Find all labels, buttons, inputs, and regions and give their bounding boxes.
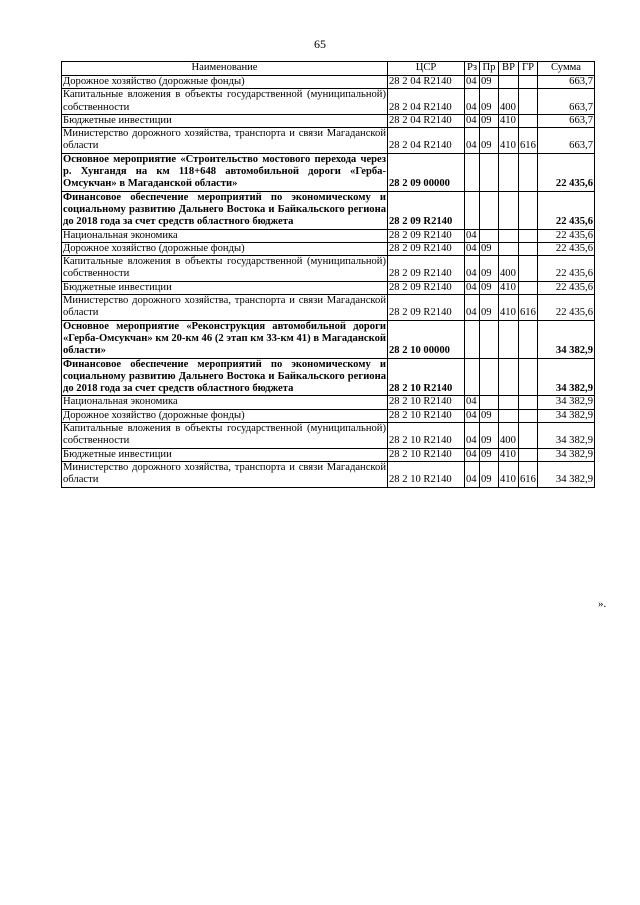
cell-gr: [519, 423, 538, 449]
cell-pr: 09: [480, 256, 499, 282]
cell-name: Дорожное хозяйство (дорожные фонды): [62, 76, 388, 89]
cell-gr: [519, 114, 538, 127]
header-sum: Сумма: [538, 62, 595, 76]
cell-vr: [499, 320, 519, 358]
cell-sum: 34 382,9: [538, 461, 595, 487]
cell-gr: [519, 396, 538, 409]
cell-code: 28 2 10 R2140: [388, 461, 465, 487]
table-row: [62, 114, 595, 127]
cell-vr: 400: [499, 256, 519, 282]
page-number: 65: [314, 37, 326, 51]
cell-name: Дорожное хозяйство (дорожные фонды): [62, 242, 388, 255]
cell-pr: [480, 191, 499, 229]
cell-code: 28 2 09 R2140: [388, 191, 465, 229]
cell-pr: 09: [480, 242, 499, 255]
cell-pr: 09: [480, 89, 499, 115]
cell-gr: [519, 153, 538, 191]
table-row: [62, 320, 595, 358]
cell-sum: 22 435,6: [538, 242, 595, 255]
cell-gr: [519, 89, 538, 115]
cell-code: 28 2 10 R2140: [388, 358, 465, 396]
cell-pr: 09: [480, 128, 499, 154]
table-row: [62, 191, 595, 229]
cell-name: Дорожное хозяйство (дорожные фонды): [62, 409, 388, 422]
table-row: [62, 229, 595, 242]
cell-code: 28 2 10 00000: [388, 320, 465, 358]
cell-sum: 34 382,9: [538, 320, 595, 358]
table-row: [62, 396, 595, 409]
cell-sum: 22 435,6: [538, 281, 595, 294]
cell-vr: 410: [499, 295, 519, 321]
cell-gr: [519, 76, 538, 89]
cell-gr: [519, 409, 538, 422]
cell-name: Основное мероприятие «Строительство мостового перехода через р. Хунгандя на км 118+648 автомобильной дороги «Герба-Омсукчан» в Магаданской области»: [63, 153, 386, 190]
header-code: ЦСР: [388, 62, 465, 76]
table-row: [62, 295, 595, 321]
budget-table: [61, 61, 595, 488]
cell-gr: [519, 242, 538, 255]
cell-rz: [465, 320, 480, 358]
header-gr: ГР: [519, 62, 538, 76]
cell-code: 28 2 09 R2140: [388, 281, 465, 294]
cell-rz: 04: [465, 242, 480, 255]
cell-rz: 04: [465, 229, 480, 242]
table-row: [62, 128, 595, 154]
cell-name: Национальная экономика: [62, 396, 388, 409]
table-row: [62, 281, 595, 294]
header-rz: Рз: [465, 62, 480, 76]
table-row: [62, 76, 595, 89]
cell-gr: 616: [519, 295, 538, 321]
cell-name: Бюджетные инвестиции: [62, 281, 388, 294]
table-row: [62, 461, 595, 487]
cell-sum: 22 435,6: [538, 229, 595, 242]
cell-vr: 410: [499, 448, 519, 461]
cell-pr: [480, 320, 499, 358]
table-row: [62, 423, 595, 449]
cell-sum: 34 382,9: [538, 358, 595, 396]
cell-name: Основное мероприятие «Реконструкция автомобильной дороги «Герба-Омсукчан» км 20-км 46 (2 этап км 33-км 41) в Магаданской области»: [63, 320, 386, 357]
cell-sum: 22 435,6: [538, 295, 595, 321]
cell-rz: 04: [465, 409, 480, 422]
header-pr: Пр: [480, 62, 499, 76]
cell-sum: 22 435,6: [538, 153, 595, 191]
cell-name: Министерство дорожного хозяйства, транспорта и связи Магаданской области: [63, 461, 386, 486]
cell-code: 28 2 10 R2140: [388, 423, 465, 449]
cell-sum: 663,7: [538, 89, 595, 115]
table-row: [62, 256, 595, 282]
cell-rz: [465, 191, 480, 229]
cell-pr: [480, 153, 499, 191]
table-body: [62, 76, 595, 488]
cell-vr: [499, 358, 519, 396]
table-row: [62, 358, 595, 396]
cell-vr: [499, 191, 519, 229]
cell-gr: [519, 281, 538, 294]
cell-rz: 04: [465, 76, 480, 89]
cell-pr: 09: [480, 461, 499, 487]
cell-code: 28 2 09 R2140: [388, 229, 465, 242]
cell-sum: 663,7: [538, 128, 595, 154]
cell-code: 28 2 09 R2140: [388, 242, 465, 255]
cell-gr: [519, 256, 538, 282]
cell-code: 28 2 10 R2140: [388, 409, 465, 422]
cell-vr: 410: [499, 114, 519, 127]
cell-code: 28 2 09 R2140: [388, 295, 465, 321]
cell-rz: 04: [465, 114, 480, 127]
cell-vr: 400: [499, 89, 519, 115]
cell-name: Капитальные вложения в объекты государственной (муниципальной) собственности: [63, 423, 386, 447]
cell-name: Капитальные вложения в объекты государственной (муниципальной) собственности: [63, 256, 386, 280]
cell-pr: 09: [480, 114, 499, 127]
cell-rz: [465, 153, 480, 191]
cell-rz: [465, 358, 480, 396]
cell-gr: 616: [519, 128, 538, 154]
cell-rz: 04: [465, 448, 480, 461]
cell-vr: [499, 409, 519, 422]
cell-sum: 34 382,9: [538, 396, 595, 409]
cell-sum: 34 382,9: [538, 448, 595, 461]
cell-code: 28 2 04 R2140: [388, 76, 465, 89]
cell-pr: [480, 396, 499, 409]
cell-rz: 04: [465, 281, 480, 294]
cell-name: Бюджетные инвестиции: [62, 448, 388, 461]
cell-pr: 09: [480, 295, 499, 321]
cell-vr: 410: [499, 461, 519, 487]
cell-rz: 04: [465, 256, 480, 282]
cell-pr: 09: [480, 409, 499, 422]
cell-name: Финансовое обеспечение мероприятий по экономическому и социальному развитию Дальнего Востока и Байкальского региона до 2018 года за счет средств областного бюджета: [63, 358, 386, 395]
cell-sum: 663,7: [538, 114, 595, 127]
cell-gr: [519, 448, 538, 461]
cell-code: 28 2 04 R2140: [388, 114, 465, 127]
cell-gr: [519, 229, 538, 242]
cell-pr: [480, 229, 499, 242]
cell-sum: 22 435,6: [538, 191, 595, 229]
cell-vr: [499, 396, 519, 409]
header-name: Наименование: [62, 62, 388, 76]
cell-code: 28 2 04 R2140: [388, 89, 465, 115]
cell-rz: 04: [465, 295, 480, 321]
cell-name: Министерство дорожного хозяйства, транспорта и связи Магаданской области: [63, 128, 386, 152]
cell-rz: 04: [465, 461, 480, 487]
cell-name: Национальная экономика: [62, 229, 388, 242]
cell-gr: 616: [519, 461, 538, 487]
cell-gr: [519, 358, 538, 396]
table-row: [62, 89, 595, 115]
cell-pr: 09: [480, 448, 499, 461]
cell-code: 28 2 10 R2140: [388, 396, 465, 409]
header-vr: ВР: [499, 62, 519, 76]
table-row: [62, 409, 595, 422]
cell-name: Капитальные вложения в объекты государственной (муниципальной) собственности: [63, 89, 386, 113]
closing-quote: ».: [598, 598, 607, 610]
cell-gr: [519, 320, 538, 358]
cell-rz: 04: [465, 128, 480, 154]
cell-sum: 34 382,9: [538, 423, 595, 449]
cell-vr: [499, 76, 519, 89]
table-header-row: [62, 62, 595, 76]
table-row: [62, 153, 595, 191]
cell-code: 28 2 10 R2140: [388, 448, 465, 461]
cell-sum: 22 435,6: [538, 256, 595, 282]
cell-vr: 400: [499, 423, 519, 449]
cell-gr: [519, 191, 538, 229]
cell-pr: 09: [480, 76, 499, 89]
cell-vr: [499, 153, 519, 191]
cell-rz: 04: [465, 423, 480, 449]
cell-vr: 410: [499, 128, 519, 154]
cell-code: 28 2 09 R2140: [388, 256, 465, 282]
cell-vr: [499, 242, 519, 255]
cell-code: 28 2 09 00000: [388, 153, 465, 191]
cell-name: Финансовое обеспечение мероприятий по экономическому и социальному развитию Дальнего Востока и Байкальского региона до 2018 года за счет средств областного бюджета: [63, 191, 386, 228]
cell-sum: 663,7: [538, 76, 595, 89]
cell-rz: 04: [465, 89, 480, 115]
table-row: [62, 242, 595, 255]
cell-vr: 410: [499, 281, 519, 294]
cell-sum: 34 382,9: [538, 409, 595, 422]
cell-vr: [499, 229, 519, 242]
cell-name: Бюджетные инвестиции: [62, 114, 388, 127]
cell-pr: 09: [480, 423, 499, 449]
table-row: [62, 448, 595, 461]
cell-pr: 09: [480, 281, 499, 294]
cell-code: 28 2 04 R2140: [388, 128, 465, 154]
cell-pr: [480, 358, 499, 396]
cell-name: Министерство дорожного хозяйства, транспорта и связи Магаданской области: [63, 295, 386, 319]
cell-rz: 04: [465, 396, 480, 409]
